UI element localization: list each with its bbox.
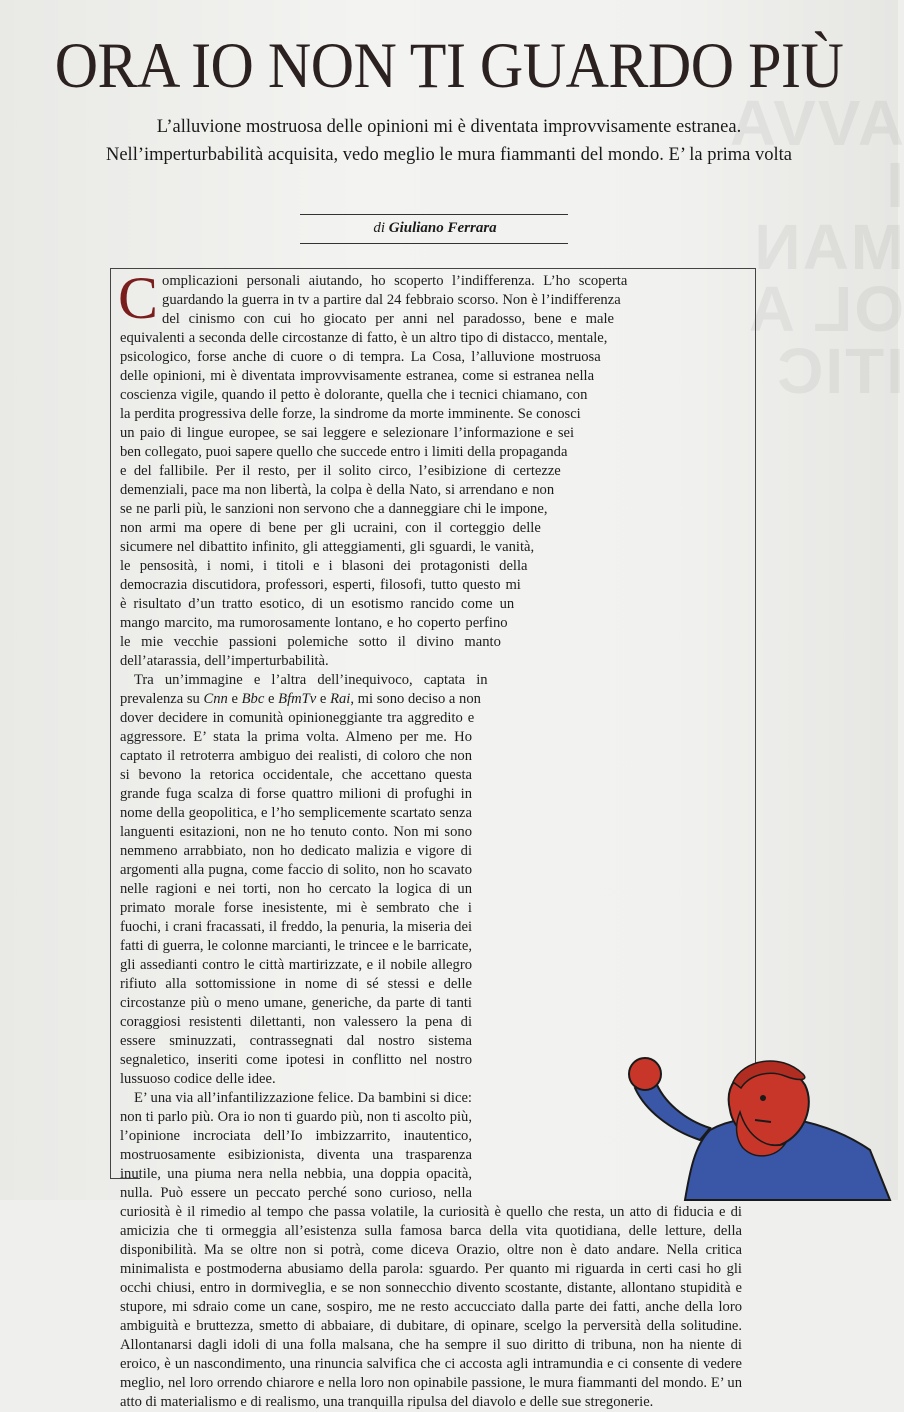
- article-paragraph-1: [118, 265, 742, 671]
- headline: ORA IO NON TI GUARDO PIÙ: [54, 29, 844, 101]
- channel-bfmtv: BfmTv: [278, 691, 317, 707]
- byline: [300, 218, 570, 238]
- channel-bbc: Bbc: [241, 691, 265, 707]
- byline-rule-top: [300, 214, 568, 215]
- drop-cap: C: [118, 265, 159, 331]
- paragraph-text: Tra un’immagine e l’altra dell’inequivoco, captata in prevalenza su: [120, 672, 488, 707]
- bleed-through-texture: AVVA I MAN OL A ITIC: [727, 87, 904, 407]
- conjunction: e: [227, 691, 242, 707]
- conjunction: e: [316, 691, 331, 707]
- subtitle-line: Nell’imperturbabilità acquisita, vedo meglio le mura fiammanti del mondo. E’ la prima volta: [105, 145, 792, 165]
- byline-prefix: di: [373, 220, 385, 236]
- conjunction: e: [264, 691, 279, 707]
- paragraph-text: , mi sono deciso a non dover decidere in comunità opinioneggiante tra aggredito e aggressore. E’ stata la prima volta. Almeno per me. Ho captato il retroterra ambiguo dei realisti, di coloro che non si bevono la retorica occidentale, che accettano questa grande fuga scalza di forse quattro milioni di profughi in nome della geopolitica, e l’ho semplicemente scartato senza languenti esitazioni, non ne ho tenuto conto. Non mi sono nemmeno arrabbiato, non ho dedicato malizia e vigore di argomenti alla pugna, come faccio di solito, non ho scavato nelle ragioni e nei torti, non ho cercato la logica di un primato morale forse inesistente, mi è sembrato che i fuochi, i crani fracassati, il freddo, la penuria, la miseria dei fatti di guerra, le colonne marcianti, le trincee e le barricate, gli assedianti contro le città martirizzate, e il nobile allegro rifiuto alla sottomissione in nome di sé stessi e delle circostanze più o meno umane, generiche, da parte di tanti coraggiosi resistenti dilettanti, non valessero la pena di essere sminuzzati, contrassegnati dal nostro sistema segnaletico, inseriti come ipotesi in conflitto nel nostro lussuoso codice delle idee.: [120, 691, 481, 1087]
- channel-cnn: Cnn: [203, 691, 228, 707]
- cartoon-fist: [629, 1058, 661, 1090]
- article-body: [118, 265, 742, 1412]
- cartoon-illustration: [615, 1040, 895, 1200]
- byline-rule-bottom: [300, 243, 568, 244]
- paragraph-text: E’ una via all’infantilizzazione felice. Da bambini si dice: non ti parlo più. Ora io non ti guardo più, non ti ascolto più, l’opinione incrociata dell’Io imbizzarrito, inautentico, mostruosamente esibizionista, diventa una trasparenza inutile, una piuma nera nella nebbia, una doppia opacità, nulla. Può essere un peccato perché sono curioso, nella curiosità è il rimedio al tempo che passa volatile, la curiosità è quello che resta, un atto di fiducia e di amicizia che ti ormeggia all’esistenza sulla famosa barca della vita quotidiana, delle letture, della disponibilità. Ma se oltre non si potrà, come diceva Orazio, oltre non è dato andare. Nella critica minimalista e postmoderna abusiamo della parola: sguardo. Per quanto mi riguarda in certi casi ho gli occhi chiusi, entro in dormiveglia, e se non sonnecchio divento scostante, distante, allontano stupidità e stupore, mi sdraio come un cane, sospiro, me ne resto accucciato dalla parte dei fatti, anche della loro ambiguità e bruttezza, smetto di abbaiare, di dubitare, di opinare, scelgo la perversità della solitudine. Allontanarsi dagli idoli di una folla malsana, che ha sempre il suo diritto di tribuna, non ha niente di eroico, è un nascondimento, una rinuncia salvifica che ci accosta agli intramundia e ci consente di vedere meglio, nel loro orrendo chiarore e nella loro non opinabile passione, le mura fiammanti del mondo. E’ un atto di materialismo e di realismo, una tranquilla ripulsa del diavolo e delle sue stregonerie.: [120, 1090, 742, 1410]
- cartoon-eye: [760, 1095, 766, 1101]
- subtitle: [20, 113, 878, 169]
- byline-author: Giuliano Ferrara: [388, 220, 497, 236]
- subtitle-line: L’alluvione mostruosa delle opinioni mi è diventata improvvisamente estranea.: [156, 117, 742, 137]
- paragraph-text: omplicazioni personali aiutando, ho scoperto l’indifferenza. L’ho scoperta guardando la guerra in tv a partire dal 24 febbraio scorso. Non è l’indifferenza del cinismo con cui ho giocato per anni nel paradosso, bene e male equivalenti a seconda delle circostanze di fatto, è un altro tipo di distacco, mentale, psicologico, forse anche di cuore o di tempra. La Cosa, l’alluvione mostruosa delle opinioni, mi è diventata improvvisamente estranea, come si estranea nella coscienza vigile, quando il petto è dolorante, quella che i tecnici chiamano, con la perdita progressiva delle forze, la sindrome da morte imminente. Se conosci un paio di lingue europee, se sai leggere e selezionare l’informazione e sei ben collegato, puoi sapere quello che succede entro i limiti della propaganda e del fallibile. Per il resto, per il solito circo, l’esibizione di certezze demenziali, pace ma non libertà, la colpa è della Nato, si arrendano e non se ne parli più, le sanzioni non servono che a danneggiare chi le impone, non armi ma opere di bene per gli ucraini, con il corteggio delle sicumere nel dibattito infinito, gli atteggiamenti, gli sguardi, le vanità, le pensosità, i nomi, i titoli e i blasoni dei protagonisti della democrazia discutidora, professori, esperti, filosofi, tutto questo mi è risultato d’un tratto esotico, di un esotismo rancido come un mango marcito, ma rumorosamente lontano, e ho coperto perfino le mie vecchie passioni polemiche sotto il divino manto dell’atarassia, dell’imperturbabilità.: [120, 273, 628, 669]
- article-paragraph-2: [120, 671, 742, 1089]
- channel-rai: Rai: [330, 691, 351, 707]
